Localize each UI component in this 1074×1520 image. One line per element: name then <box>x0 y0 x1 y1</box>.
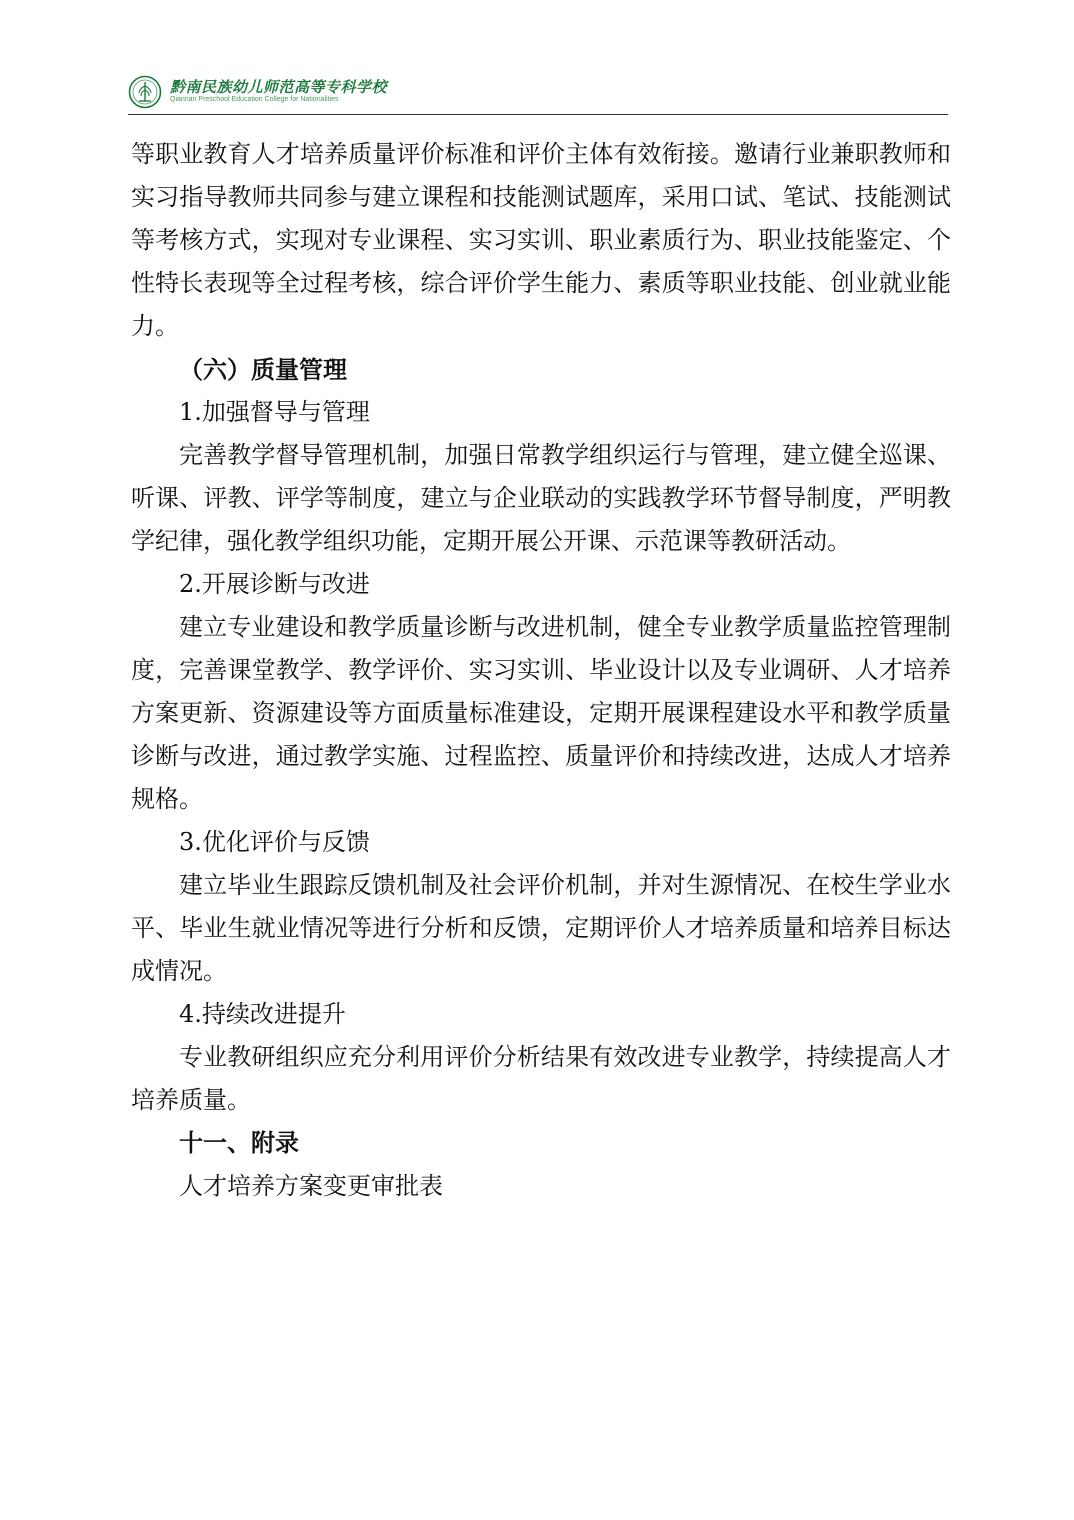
item-heading-evaluation: 3.优化评价与反馈 <box>179 828 370 856</box>
paragraph-diagnosis: 建立专业建设和教学质量诊断与改进机制，健全专业教学质量监控管理制度，完善课堂教学、教学评价、实习实训、毕业设计以及专业调研、人才培养方案更新、资源建设等方面质量标准建设，定期开展课程建设水平和教学质量诊断与改进，通过教学实施、过程监控、质量评价和持续改进，达成人才培养规格。 <box>131 613 951 813</box>
appendix-item: 人才培养方案变更审批表 <box>179 1172 443 1200</box>
paragraph-improvement: 专业教研组织应充分利用评价分析结果有效改进专业教学，持续提高人才培养质量。 <box>131 1043 951 1114</box>
item-heading-diagnosis: 2.开展诊断与改进 <box>179 570 370 598</box>
paragraph-continued: 等职业教育人才培养质量评价标准和评价主体有效衔接。邀请行业兼职教师和实习指导教师共同参与建立课程和技能测试题库，采用口试、笔试、技能测试等考核方式，实现对专业课程、实习实训、职业素质行为、职业技能鉴定、个性特长表现等全过程考核，综合评价学生能力、素质等职业技能、创业就业能力。 <box>131 140 951 340</box>
section-heading-quality-management: （六）质量管理 <box>179 355 347 384</box>
school-name-cn: 黔南民族幼儿师范高等专科学校 <box>170 78 388 96</box>
school-name-en: Qiannan Preschool Education College for Nationalities <box>170 96 339 103</box>
paragraph-supervision: 完善教学督导管理机制，加强日常教学组织运行与管理，建立健全巡课、听课、评教、评学等制度，建立与企业联动的实践教学环节督导制度，严明教学纪律，强化教学组织功能，定期开展公开课、示范课等教研活动。 <box>131 441 951 555</box>
item-heading-supervision: 1.加强督导与管理 <box>179 398 370 426</box>
paragraph-evaluation: 建立毕业生跟踪反馈机制及社会评价机制，并对生源情况、在校生学业水平、毕业生就业情况等进行分析和反馈，定期评价人才培养质量和培养目标达成情况。 <box>131 871 951 985</box>
section-heading-appendix: 十一、附录 <box>179 1129 299 1157</box>
document-body <box>131 133 951 1208</box>
item-heading-improvement: 4.持续改进提升 <box>179 1000 346 1028</box>
header-divider <box>128 114 948 115</box>
school-emblem-icon <box>128 75 162 109</box>
page-header <box>128 72 948 118</box>
